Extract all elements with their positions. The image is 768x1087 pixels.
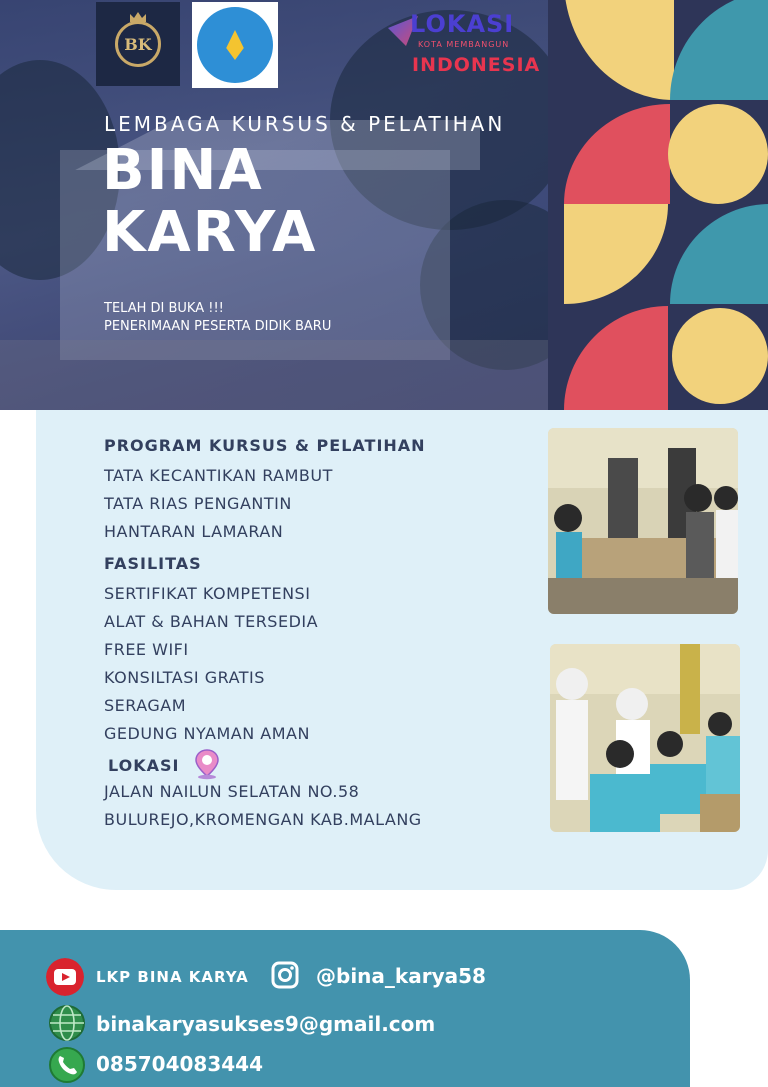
youtube-channel-name[interactable]: LKP BINA KARYA [96, 968, 249, 986]
lokasi-indonesia-logo [388, 6, 548, 86]
phone-icon [48, 1046, 86, 1084]
tagline-line1: TELAH DI BUKA !!! [104, 301, 224, 316]
bk-emblem: BK [115, 21, 161, 67]
location-pin-icon [193, 748, 221, 780]
hero-banner [0, 0, 560, 410]
fasilitas-item: ALAT & BAHAN TERSEDIA [104, 612, 319, 631]
program-heading: PROGRAM KURSUS & PELATIHAN [104, 436, 426, 455]
pattern-shape [564, 104, 670, 204]
salon-photo-1 [548, 428, 738, 614]
instagram-handle[interactable]: @bina_karya58 [316, 964, 486, 988]
globe-icon [48, 1004, 86, 1042]
fasilitas-item: GEDUNG NYAMAN AMAN [104, 724, 310, 743]
kemdikbud-emblem [197, 7, 273, 83]
crown-icon [130, 12, 146, 22]
pattern-shape [670, 0, 768, 100]
lokasi-heading: LOKASI [108, 756, 180, 775]
program-item: TATA KECANTIKAN RAMBUT [104, 466, 333, 485]
hero-title [102, 140, 317, 264]
phone-number[interactable]: 085704083444 [96, 1052, 263, 1076]
lokasi-line1: JALAN NAILUN SELATAN NO.58 [104, 782, 360, 801]
pattern-shape [564, 306, 668, 410]
pattern-shape [564, 0, 674, 100]
hero-title-line1: BINA [102, 138, 264, 203]
program-item: TATA RIAS PENGANTIN [104, 494, 292, 513]
program-item: HANTARAN LAMARAN [104, 522, 284, 541]
lokasi-logo-subtext: KOTA MEMBANGUN [418, 40, 510, 49]
hero-subtitle: LEMBAGA KURSUS & PELATIHAN [104, 112, 506, 136]
lokasi-logo-country: INDONESIA [412, 54, 541, 76]
lokasi-line2: BULUREJO,KROMENGAN KAB.MALANG [104, 810, 422, 829]
pattern-shape [670, 204, 768, 304]
hero-tagline [104, 300, 331, 336]
ground [0, 340, 560, 410]
pattern-shape [672, 308, 768, 404]
salon-photo-1-image [548, 428, 738, 614]
fasilitas-item: SERTIFIKAT KOMPETENSI [104, 584, 311, 603]
fasilitas-item: SERAGAM [104, 696, 187, 715]
flame-icon [224, 30, 246, 60]
kemdikbud-logo [192, 2, 278, 88]
fasilitas-item: KONSILTASI GRATIS [104, 668, 265, 687]
email-address[interactable]: binakaryasukses9@gmail.com [96, 1012, 436, 1036]
pattern-shape [668, 104, 768, 204]
fasilitas-item: FREE WIFI [104, 640, 189, 659]
geometric-pattern [548, 0, 768, 410]
salon-photo-2-image [550, 644, 740, 832]
youtube-icon[interactable] [46, 958, 84, 996]
hero-title-line2: KARYA [102, 200, 318, 265]
tagline-line2: PENERIMAAN PESERTA DIDIK BARU [104, 319, 332, 334]
pattern-shape [564, 204, 668, 304]
fasilitas-heading: FASILITAS [104, 554, 202, 573]
instagram-icon[interactable] [268, 958, 302, 992]
lokasi-logo-text: LOKASI [410, 10, 515, 38]
bk-logo [96, 2, 180, 86]
salon-photo-2 [550, 644, 740, 832]
